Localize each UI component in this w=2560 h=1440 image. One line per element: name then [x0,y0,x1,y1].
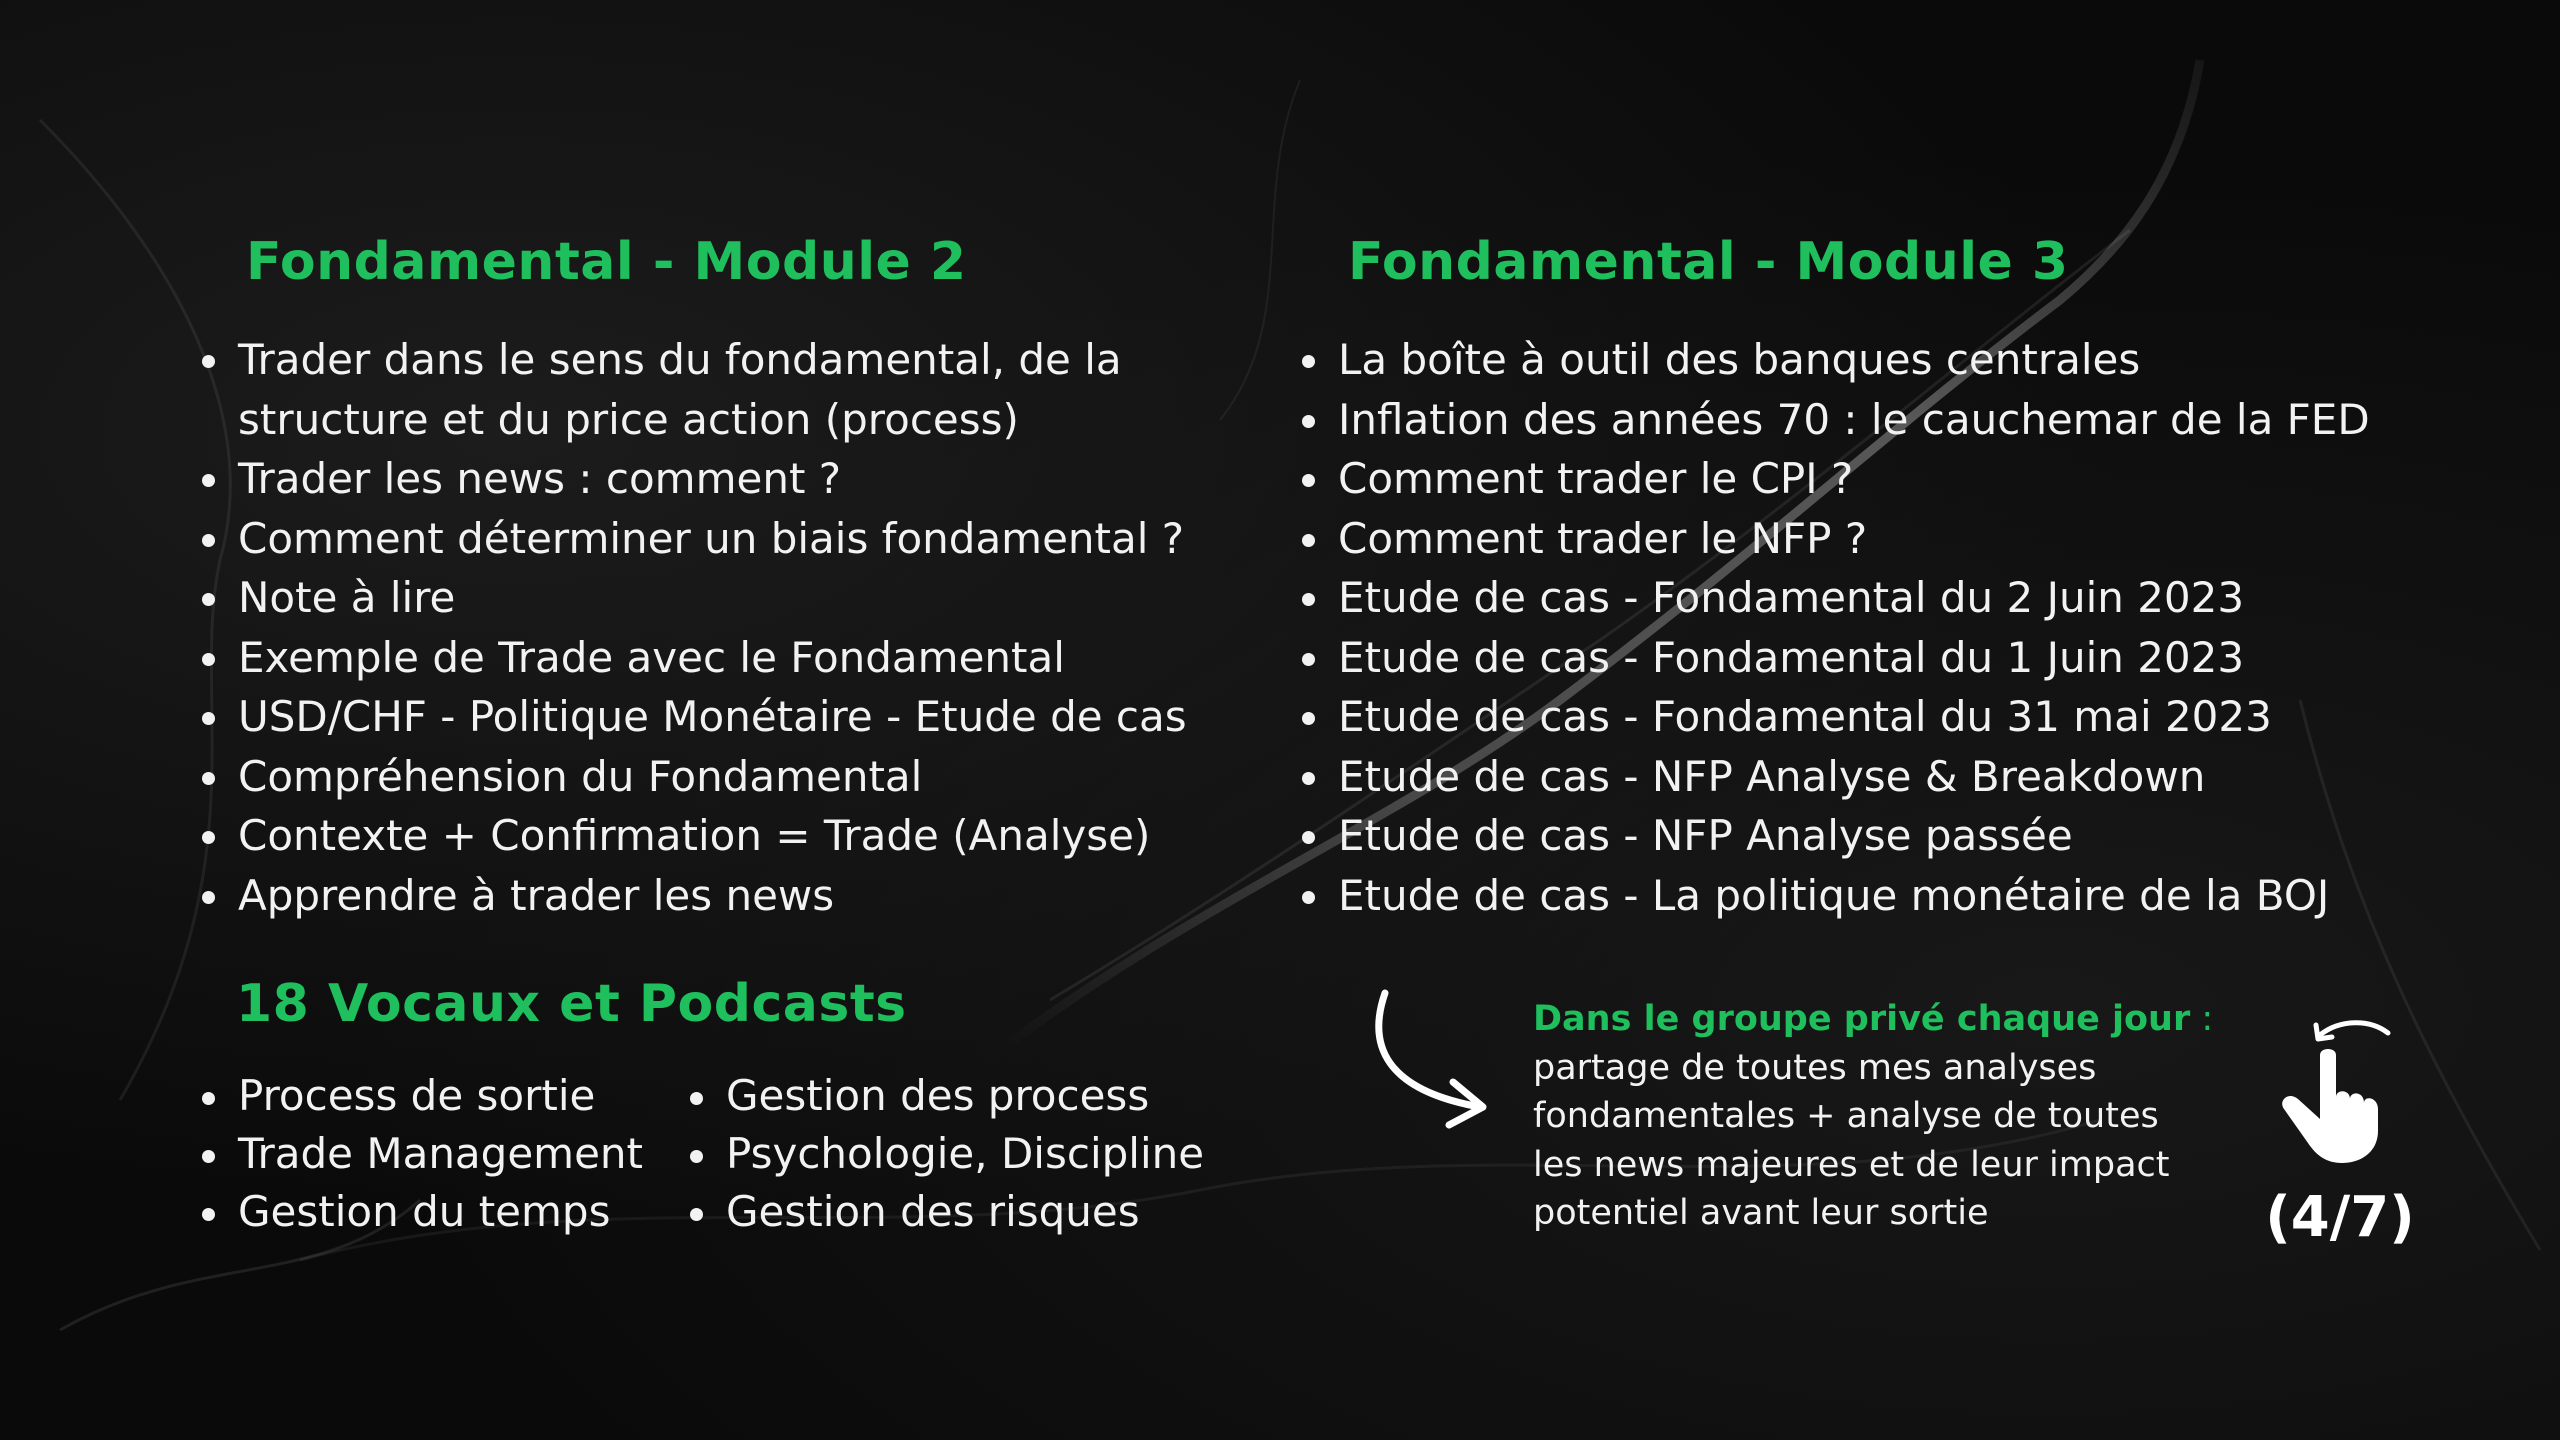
vocaux-left-list [200,1067,643,1241]
curved-arrow-icon [1365,985,1505,1135]
list-item [688,1067,1204,1125]
list-item [200,747,1187,807]
list-item-text: Comment déterminer un biais fondamental ? [238,513,1185,563]
list-item-text: Trader les news : comment ? [238,454,842,503]
list-item-text: Apprendre à trader les news [238,870,835,920]
list-item [200,806,1187,866]
list-item [200,568,1187,628]
list-item [200,449,1187,509]
page-counter: (4/7) [2265,1185,2415,1250]
list-item-text: Gestion des risques [726,1187,1140,1236]
list-item [688,1125,1204,1183]
list-item [200,509,1187,569]
note-line: fondamentales + analyse de toutes [1533,1096,2159,1136]
list-item-text: Etude de cas - Fondamental du 1 Juin 2023 [1338,632,2245,682]
list-item-text: Contexte + Confirmation = Trade (Analyse) [238,811,1151,860]
list-item [1300,390,2370,450]
note-line: les news majeures et de leur impact [1533,1144,2170,1185]
list-item [1300,509,2370,569]
note-line: partage de toutes mes analyses [1533,1047,2097,1088]
list-item-text: Compréhension du Fondamental [238,751,923,801]
list-item-text: La boîte à outil des banques centrales [1338,335,2141,384]
list-item [200,687,1187,747]
list-item [1300,330,2370,390]
list-item [1300,568,2370,628]
list-item-text: Gestion des process [726,1071,1150,1120]
list-item-text: Trader dans le sens du fondamental, de la [238,335,1122,384]
list-item [1300,628,2370,688]
list-item-text: Etude de cas - La politique monétaire de la BOJ [1338,870,2330,920]
list-item [688,1183,1204,1241]
list-item [200,1067,643,1125]
list-item [200,628,1187,688]
list-item [1300,449,2370,509]
list-item-text: Note à lire [238,573,456,622]
list-item [200,866,1187,926]
list-item-text: Etude de cas - NFP Analyse passée [1338,811,2073,860]
list-item-text: Trade Management [238,1129,644,1178]
list-item-text: Gestion du temps [238,1187,611,1236]
list-item-text: Inflation des années 70 : le cauchemar de la FED [1338,394,2370,444]
hand-swipe-icon [2270,1015,2410,1165]
list-item-text: Comment trader le CPI ? [1338,454,1854,503]
list-item [1300,687,2370,747]
list-item-text: Psychologie, Discipline [726,1129,1205,1178]
list-item [1300,806,2370,866]
list-item-text: Comment trader le NFP ? [1338,513,1868,563]
note-colon: : [2190,999,2214,1039]
module2-title: Fondamental - Module 2 [246,232,967,292]
module3-list [1300,330,2370,925]
module2-list [200,330,1187,925]
list-item [200,1183,643,1241]
module3-title: Fondamental - Module 3 [1348,232,2069,292]
list-item [1300,747,2370,807]
vocaux-title: 18 Vocaux et Podcasts [236,974,907,1034]
list-item [200,1125,643,1183]
note-lead: Dans le groupe privé chaque jour [1533,999,2191,1039]
list-item-text: Process de sortie [238,1071,596,1120]
private-group-note [1533,995,2233,1238]
note-line: potentiel avant leur sortie [1533,1193,1989,1233]
list-item-text: Etude de cas - Fondamental du 2 Juin 2023 [1338,573,2245,622]
list-item-text: Etude de cas - Fondamental du 31 mai 2023 [1338,692,2272,741]
list-item [1300,866,2370,926]
list-item-text: Etude de cas - NFP Analyse & Breakdown [1338,751,2206,801]
list-item [200,330,1187,449]
list-item-text: USD/CHF - Politique Monétaire - Etude de cas [238,692,1187,741]
list-item-text: Exemple de Trade avec le Fondamental [238,632,1065,682]
list-item-text-continued: structure et du price action (process) [238,394,1019,444]
vocaux-right-list [688,1067,1204,1241]
